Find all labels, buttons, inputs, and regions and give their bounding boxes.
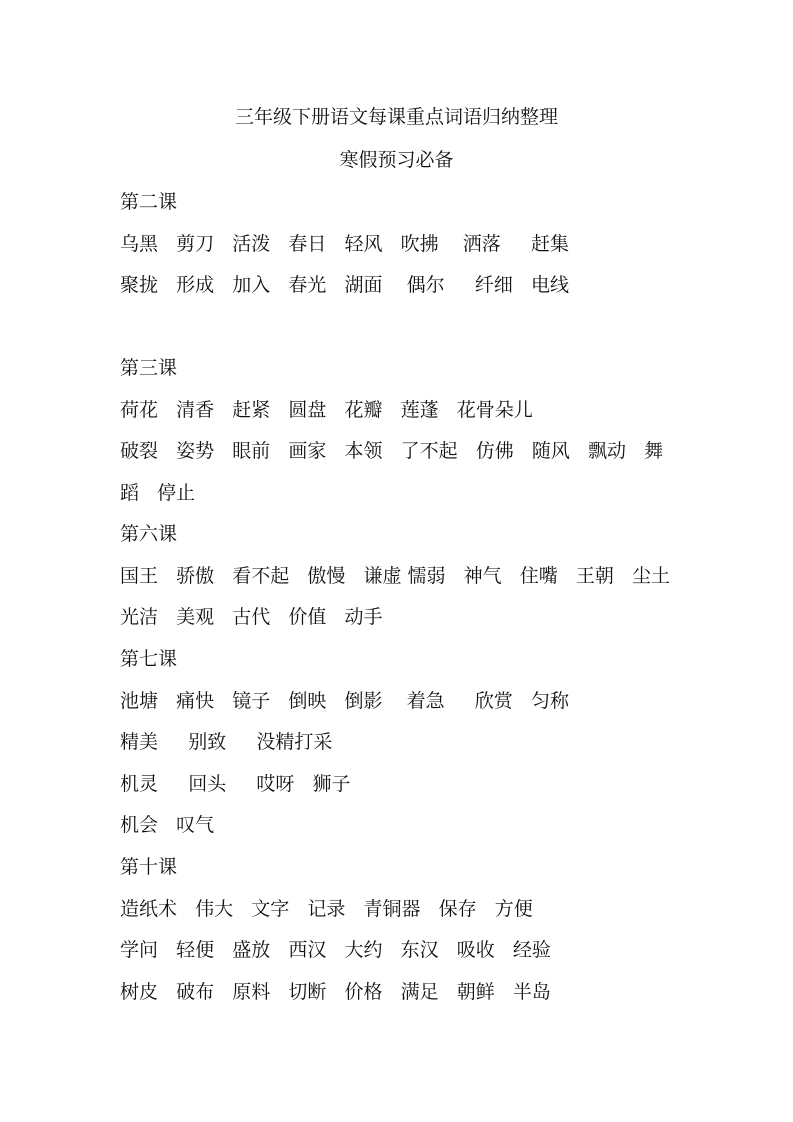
word-line: 池塘 痛快 镜子 倒映 倒影 着急 欣赏 匀称 [120,690,569,712]
word-line: 机会 叹气 [120,814,215,836]
word-line: 破裂 姿势 眼前 画家 本领 了不起 仿佛 随风 飘动 舞 [120,440,664,462]
lesson-heading: 第三课 [120,357,178,379]
word-line: 国王 骄傲 看不起 傲慢 谦虚 懦弱 神气 住嘴 王朝 尘土 [120,565,670,587]
lesson-heading: 第十课 [120,856,178,878]
word-line: 学问 轻便 盛放 西汉 大约 东汉 吸收 经验 [120,939,551,961]
word-line: 乌黑 剪刀 活泼 春日 轻风 吹拂 洒落 赶集 [120,233,569,255]
word-line: 树皮 破布 原料 切断 价格 满足 朝鲜 半岛 [120,981,551,1003]
word-line: 光洁 美观 古代 价值 动手 [120,606,383,628]
word-line: 造纸术 伟大 文字 记录 青铜器 保存 方便 [120,898,533,920]
document-subtitle: 寒假预习必备 [339,149,454,171]
lesson-heading: 第七课 [120,648,178,670]
word-line: 精美 别致 没精打采 [120,731,333,753]
word-line: 蹈 停止 [120,482,196,504]
word-line: 荷花 清香 赶紧 圆盘 花瓣 莲蓬 花骨朵儿 [120,399,533,421]
lesson-heading: 第六课 [120,523,178,545]
word-line: 机灵 回头 哎呀 狮子 [120,773,351,795]
word-line: 聚拢 形成 加入 春光 湖面 偶尔 纤细 电线 [120,274,569,296]
document-title: 三年级下册语文每课重点词语归纳整理 [234,106,558,128]
lesson-heading: 第二课 [120,191,178,213]
